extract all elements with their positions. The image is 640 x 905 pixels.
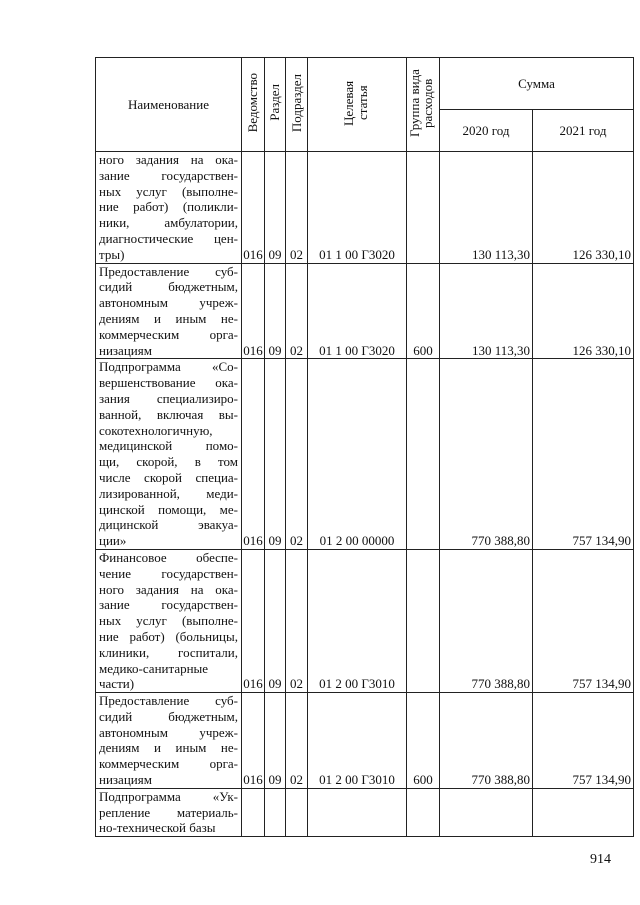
name-line: диагностические цен- bbox=[99, 230, 238, 246]
department-cell: 016 bbox=[242, 693, 265, 789]
name-line: зание государствен- bbox=[99, 597, 238, 613]
sum-2020-cell: 770 388,80 bbox=[440, 549, 533, 692]
table-row bbox=[96, 788, 634, 836]
expense-group-cell bbox=[407, 359, 440, 550]
name-line: дицинской эвакуа- bbox=[99, 517, 238, 533]
name-line: автономным учреж- bbox=[99, 295, 238, 311]
target-article-cell: 01 2 00 00000 bbox=[308, 359, 407, 550]
name-line: ние работ) (больницы, bbox=[99, 628, 238, 644]
name-line: ние работ) (поликли- bbox=[99, 199, 238, 215]
name-line: медико-санитарные bbox=[99, 660, 209, 676]
name-cell bbox=[96, 549, 242, 692]
name-line: Подпрограмма «Ук- bbox=[99, 788, 238, 804]
subsection-cell: 02 bbox=[286, 152, 308, 264]
name-line: зания специализиро- bbox=[99, 390, 238, 406]
department-cell: 016 bbox=[242, 263, 265, 359]
name-cell bbox=[96, 693, 242, 789]
target-article-cell: 01 2 00 Г3010 bbox=[308, 549, 407, 692]
name-line: Предоставление суб- bbox=[99, 693, 238, 709]
name-line: репление материаль- bbox=[99, 804, 238, 820]
name-line: коммерческим орга- bbox=[99, 326, 238, 342]
name-line: дениям и иным не- bbox=[99, 310, 238, 326]
sum-2021-cell: 757 134,90 bbox=[533, 549, 634, 692]
header-sum: Сумма bbox=[440, 58, 634, 110]
name-line: дениям и иным не- bbox=[99, 740, 238, 756]
subsection-cell: 02 bbox=[286, 549, 308, 692]
department-cell: 016 bbox=[242, 549, 265, 692]
sum-2020-cell: 770 388,80 bbox=[440, 693, 533, 789]
target-article-cell: 01 1 00 Г3020 bbox=[308, 152, 407, 264]
section-cell: 09 bbox=[265, 263, 286, 359]
header-subsection: Подраздел bbox=[286, 58, 308, 152]
sum-2021-cell: 126 330,10 bbox=[533, 263, 634, 359]
name-line: но-технической базы bbox=[99, 820, 216, 836]
table-row bbox=[96, 549, 634, 692]
budget-table bbox=[95, 57, 634, 837]
sum-2020-cell: 130 113,30 bbox=[440, 263, 533, 359]
subsection-cell: 02 bbox=[286, 693, 308, 789]
expense-group-cell bbox=[407, 152, 440, 264]
name-line: части) bbox=[99, 676, 135, 692]
name-cell bbox=[96, 152, 242, 264]
name-line: ных услуг (выполне- bbox=[99, 183, 238, 199]
name-line: Финансовое обеспе- bbox=[99, 549, 238, 565]
target-article-cell bbox=[308, 788, 407, 836]
name-line: вершенствование ока- bbox=[99, 375, 238, 391]
name-line: сокотехнологичную, bbox=[99, 422, 213, 438]
name-line: Подпрограмма «Со- bbox=[99, 359, 238, 375]
name-line: щи, скорой, в том bbox=[99, 454, 238, 470]
name-line: чение государствен- bbox=[99, 565, 238, 581]
name-line: лизированной, меди- bbox=[99, 485, 238, 501]
page-number: 914 bbox=[590, 852, 611, 867]
name-line: ции» bbox=[99, 533, 127, 549]
expense-group-cell bbox=[407, 549, 440, 692]
name-line: зание государствен- bbox=[99, 167, 238, 183]
header-expense-group: Группа вида расходов bbox=[407, 58, 440, 152]
name-cell bbox=[96, 788, 242, 836]
sum-2020-cell: 130 113,30 bbox=[440, 152, 533, 264]
name-line: медицинской помо- bbox=[99, 438, 238, 454]
name-line: ных услуг (выполне- bbox=[99, 613, 238, 629]
name-line: цинской помощи, ме- bbox=[99, 501, 238, 517]
sum-2020-cell: 770 388,80 bbox=[440, 359, 533, 550]
header-section: Раздел bbox=[265, 58, 286, 152]
header-year-2021: 2021 год bbox=[533, 110, 634, 152]
name-line: ного задания на ока- bbox=[99, 581, 238, 597]
sum-2021-cell: 757 134,90 bbox=[533, 693, 634, 789]
subsection-cell: 02 bbox=[286, 359, 308, 550]
name-line: ванной, включая вы- bbox=[99, 406, 238, 422]
name-line: клиники, госпитали, bbox=[99, 644, 238, 660]
name-cell bbox=[96, 263, 242, 359]
section-cell: 09 bbox=[265, 152, 286, 264]
name-cell bbox=[96, 359, 242, 550]
header-target-article: Целевая статья bbox=[308, 58, 407, 152]
name-line: автономным учреж- bbox=[99, 724, 238, 740]
expense-group-cell: 600 bbox=[407, 693, 440, 789]
name-line: ники, амбулатории, bbox=[99, 215, 238, 231]
target-article-cell: 01 1 00 Г3020 bbox=[308, 263, 407, 359]
section-cell: 09 bbox=[265, 693, 286, 789]
section-cell: 09 bbox=[265, 359, 286, 550]
name-line: сидий бюджетным, bbox=[99, 708, 238, 724]
sum-2020-cell bbox=[440, 788, 533, 836]
department-cell: 016 bbox=[242, 359, 265, 550]
header-department: Ведомство bbox=[242, 58, 265, 152]
table-row bbox=[96, 263, 634, 359]
name-line: Предоставление суб- bbox=[99, 263, 238, 279]
name-line: низациям bbox=[99, 342, 152, 358]
subsection-cell: 02 bbox=[286, 263, 308, 359]
sum-2021-cell: 126 330,10 bbox=[533, 152, 634, 264]
name-line: низациям bbox=[99, 772, 152, 788]
expense-group-cell: 600 bbox=[407, 263, 440, 359]
sum-2021-cell: 757 134,90 bbox=[533, 359, 634, 550]
section-cell bbox=[265, 788, 286, 836]
subsection-cell bbox=[286, 788, 308, 836]
header-name: Наименование bbox=[96, 58, 242, 152]
table-row bbox=[96, 152, 634, 264]
name-line: числе скорой специа- bbox=[99, 469, 238, 485]
expense-group-cell bbox=[407, 788, 440, 836]
target-article-cell: 01 2 00 Г3010 bbox=[308, 693, 407, 789]
department-cell: 016 bbox=[242, 152, 265, 264]
table-row bbox=[96, 693, 634, 789]
table-row bbox=[96, 359, 634, 550]
name-line: тры) bbox=[99, 246, 125, 262]
name-line: ного задания на ока- bbox=[99, 152, 238, 167]
name-line: сидий бюджетным, bbox=[99, 279, 238, 295]
section-cell: 09 bbox=[265, 549, 286, 692]
department-cell bbox=[242, 788, 265, 836]
name-line: коммерческим орга- bbox=[99, 756, 238, 772]
sum-2021-cell bbox=[533, 788, 634, 836]
header-year-2020: 2020 год bbox=[440, 110, 533, 152]
